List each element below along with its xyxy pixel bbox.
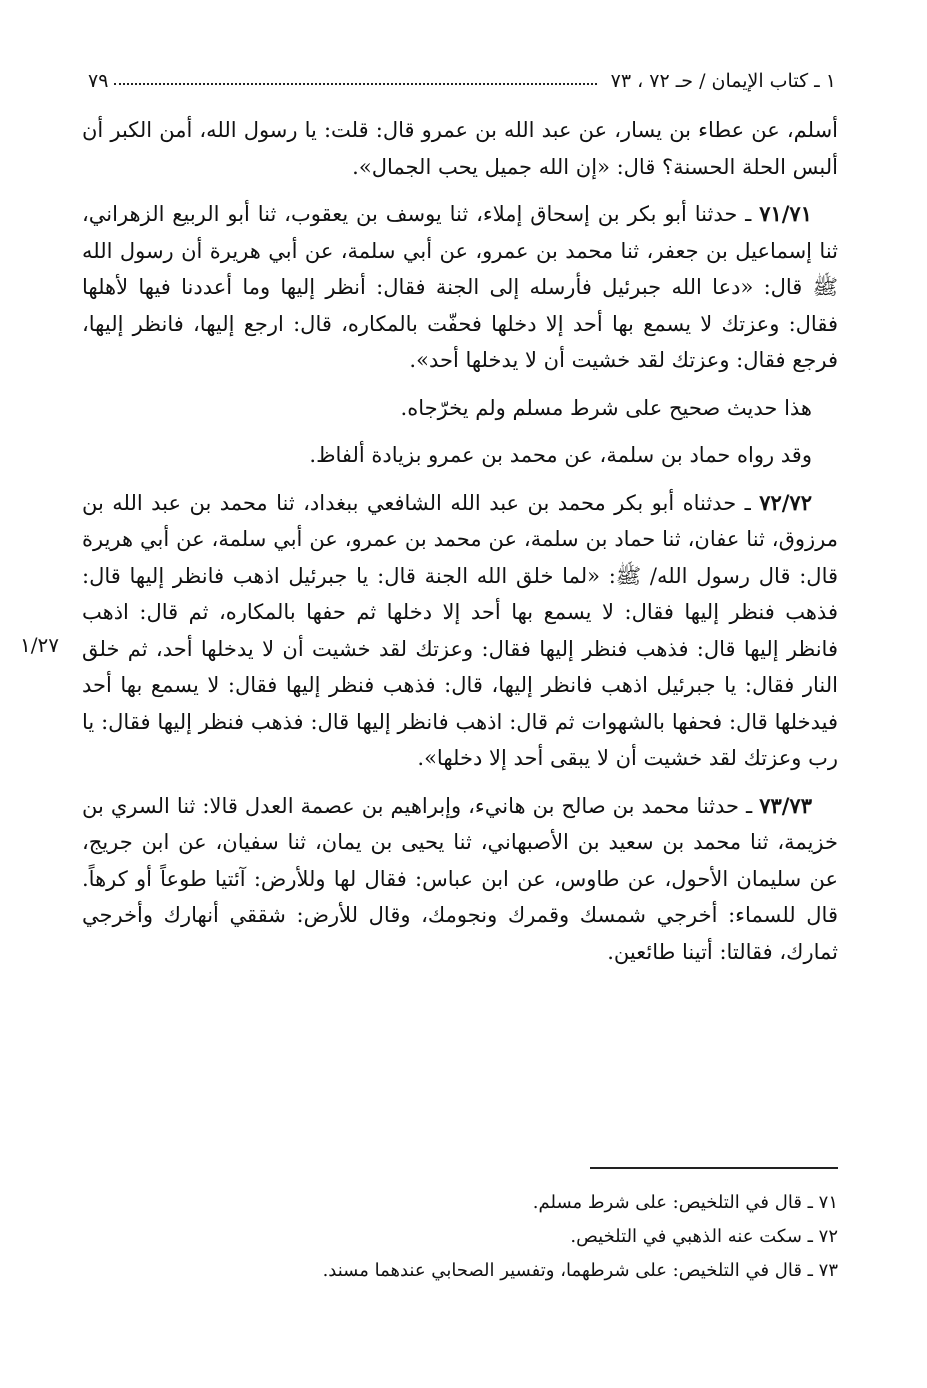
footnote-71: ٧١ ـ قال في التلخيص: على شرط مسلم. bbox=[532, 1192, 838, 1213]
header-dot-leader bbox=[114, 83, 596, 85]
running-title: ١ ـ كتاب الإيمان / حـ ٧٢ ، ٧٣ bbox=[610, 70, 836, 92]
paragraph-text: هذا حديث صحيح على شرط مسلم ولم يخرّجاه. bbox=[400, 395, 812, 420]
footnote-separator bbox=[590, 1167, 838, 1169]
footnote-73: ٧٣ ـ قال في التلخيص: على شرطهما، وتفسير الصحابي عندهما مسند. bbox=[322, 1260, 838, 1281]
paragraph-text: ـ حدثناه أبو بكر محمد بن عبد الله الشافعي ببغداد، ثنا محمد بن عبد الله بن مرزوق، ثنا عفان، ثنا حماد بن سلمة، عن محمد بن عمرو، عن أبي سلمة، عن أبي هريرة قال: قال رسول الله/ ﷺ: «لما خلق الله الجنة قال: يا جبرئيل اذهب فانظر إليها قال: فذهب فنظر إليها فقال: لا يسمع بها أحد إلا دخلها ثم حفها بالمكاره، ثم قال: اذهب فانظر إليها قال: فذهب فنظر إليها فقال: وعزتك لقد خشيت أن لا يدخلها أحد، ثم خلق النار فقال: يا جبرئيل اذهب فانظر إليها، قال: فذهب فنظر إليها فقال: لا يسمع بها أحد فيدخلها قال: فحفها بالشهوات ثم قال: اذهب فانظر إليها قال: فذهب فنظر إليها فقال: يا رب وعزتك لقد خشيت أن لا يبقى أحد إلا دخلها». bbox=[82, 490, 838, 770]
paragraph-text: أسلم، عن عطاء بن يسار، عن عبد الله بن عمرو قال: قلت: يا رسول الله، أمن الكبر أن ألبس الحلة الحسنة؟ قال: «إن الله جميل يحب الجمال». bbox=[82, 118, 838, 179]
hadith-number: ٧٢/٧٢ bbox=[759, 489, 812, 515]
page-header bbox=[88, 58, 836, 92]
hadith-72 bbox=[82, 485, 838, 777]
main-text bbox=[82, 112, 838, 981]
hadith-73 bbox=[82, 788, 838, 971]
narration-note bbox=[82, 437, 838, 474]
hadith-number: ٧٣/٧٣ bbox=[759, 792, 812, 818]
footnotes bbox=[82, 1186, 838, 1288]
paragraph-text: وقد رواه حماد بن سلمة، عن محمد بن عمرو بزيادة ألفاظ. bbox=[309, 443, 812, 467]
paragraph-text: ـ حدثنا أبو بكر بن إسحاق إملاء، ثنا يوسف بن يعقوب، ثنا أبو الربيع الزهراني، ثنا إسماعيل بن جعفر، ثنا محمد بن عمرو، عن أبي سلمة، عن أبي هريرة أن رسول الله ﷺ قال: «دعا الله جبرئيل فأرسله إلى الجنة فقال: أنظر إليها وما أعددنا فيها لأهلها فقال: وعزتك لا يسمع بها أحد إلا دخلها فحفّت بالمكاره، قال: ارجع إليها، فانظر إليها، فرجع فقال: وعزتك لقد خشيت أن لا يدخلها أحد». bbox=[82, 202, 838, 372]
footnote-72: ٧٢ ـ سكت عنه الذهبي في التلخيص. bbox=[570, 1226, 838, 1247]
hadith-number: ٧١/٧١ bbox=[759, 201, 812, 226]
hadith-71 bbox=[82, 196, 838, 379]
manuscript-folio-marker: ١/٢٧ bbox=[20, 633, 59, 657]
page-number: ٧٩ bbox=[88, 70, 109, 92]
paragraph-text: ـ حدثنا محمد بن صالح بن هانيء، وإبراهيم بن عصمة العدل قالا: ثنا السري بن خزيمة، ثنا محمد بن سعيد بن الأصبهاني، ثنا يحيى بن يمان، ثنا سفيان، عن ابن جريج، عن سليمان الأحول، عن طاوس، عن ابن عباس: فقال لها وللأرض: آئتيا طوعاً أو كرهاً. قال للسماء: أخرجي شمسك وقمرك ونجومك، وقال للأرض: شققي أنهارك وأخرجي ثمارك، فقالتا: أتينا طائعين. bbox=[82, 793, 838, 964]
grading-note bbox=[82, 390, 838, 427]
paragraph-continuation bbox=[82, 112, 838, 185]
